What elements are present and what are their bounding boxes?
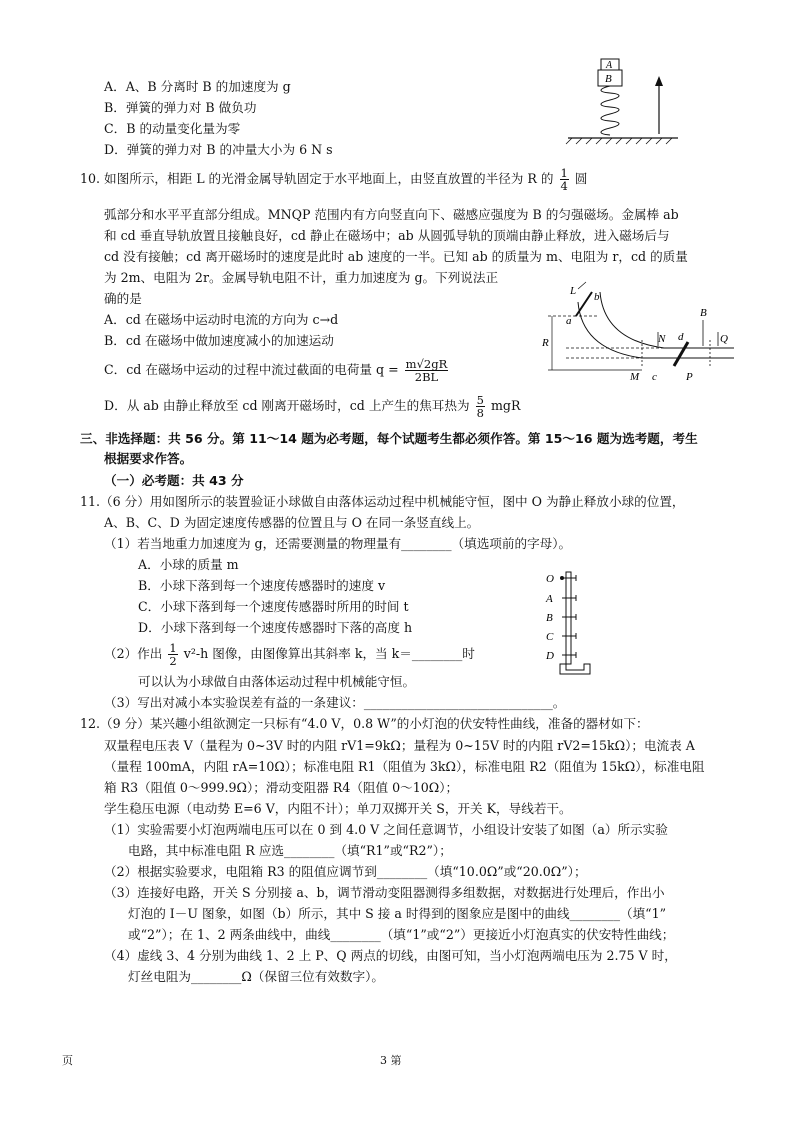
q9-option-c: C．B 的动量变化量为零 <box>104 121 241 136</box>
q11-stem-cont: A、B、C、D 为固定速度传感器的位置且与 O 在同一条竖直线上。 <box>104 515 480 530</box>
heat-numerator: 5 <box>476 393 484 407</box>
label-b: b <box>594 291 600 303</box>
label-d: d <box>678 331 684 343</box>
q10-stem-start: 10. 如图所示，相距 L 的光滑金属导轨固定于水平地面上，由竖直放置的半径为 R 的 <box>80 171 554 186</box>
q10-text-line: 和 cd 垂直导轨放置且接触良好，cd 静止在磁场中；ab 从圆弧导轨的顶端由静止释放，进入磁场后与 <box>104 228 670 243</box>
footer-left: 页 <box>62 1054 73 1067</box>
label-l: L <box>570 285 577 297</box>
q12-part-4-cont: 灯丝电阻为________Ω（保留三位有效数字）。 <box>128 969 385 984</box>
subsection-title: （一）必考题：共 43 分 <box>104 473 244 488</box>
q10-option-a: A．cd 在磁场中运动时电流的方向为 c→d <box>104 312 339 327</box>
half-numerator: 1 <box>169 641 177 655</box>
label-p: P <box>686 371 693 383</box>
fraction-denominator: 4 <box>560 179 568 193</box>
label-c: C <box>546 631 554 643</box>
label-o: O <box>546 573 554 585</box>
label-m: M <box>630 371 640 383</box>
q12-part-2: （2）根据实验要求，电阻箱 R3 的阻值应调节到________（填“10.0Ω”或“20.0Ω”）； <box>104 864 587 879</box>
q12-text-line: 双量程电压表 V（量程为 0~3V 时的内阻 rV1=9kΩ；量程为 0~15V 时的内阻 rV2=15kΩ）；电流表 A <box>104 738 695 753</box>
heat-fraction <box>476 394 485 419</box>
section-title: 三、非选择题：共 56 分。第 11～14 题为必考题，每个试题考生都必须作答。第 15～16 题为选考题，考生 <box>80 431 698 446</box>
q10-text-line: 确的是 <box>104 291 142 306</box>
q12-text-line: 学生稳压电源（电动势 E=6 V，内阻不计）；单刀双掷开关 S，开关 K，导线若干。 <box>104 801 572 816</box>
q12-part-4: （4）虚线 3、4 分别为曲线 1、2 上 P、Q 两点的切线，由图可知，当小灯泡两端电压为 2.75 V 时， <box>104 948 677 963</box>
charge-denominator: 2BL <box>414 370 439 384</box>
q11-part-1: （1）若当地重力加速度为 g，还需要测量的物理量有________（填选项前的字母）。 <box>104 536 572 551</box>
q11-part-2-start: （2）作出 <box>104 646 163 661</box>
q10-option-c <box>104 356 450 384</box>
q10-stem-end: 圆 <box>574 171 588 186</box>
q10-text-line: 弧部分和水平平直部分组成。MNQP 范围内有方向竖直向下、磁感应强度为 B 的匀强磁场。金属棒 ab <box>104 207 679 222</box>
label-block-b: B <box>605 73 612 85</box>
rail-figure <box>538 280 738 384</box>
label-b: B <box>546 612 553 624</box>
label-c: c <box>652 371 657 383</box>
charge-numerator: m√2gR <box>405 357 448 371</box>
q11-part-2-cont: 可以认为小球做自由落体运动过程中机械能守恒。 <box>138 674 416 689</box>
fraction-quarter <box>560 167 569 192</box>
q10-option-d-end: mgR <box>490 398 521 413</box>
q12-stem: 12.（9 分）某兴趣小组欲测定一只标有“4.0 V，0.8 W”的小灯泡的伏安特性曲线，准备的器材如下： <box>80 716 649 731</box>
q10-option-c-text: C．cd 在磁场中运动的过程中流过截面的电荷量 q = <box>104 362 399 377</box>
q9-option-b: B．弹簧的弹力对 B 做负功 <box>104 100 257 115</box>
label-field-b: B <box>700 307 707 319</box>
label-a: a <box>566 315 572 327</box>
half-fraction <box>168 642 177 667</box>
page-number: 3 第 <box>380 1054 402 1067</box>
q11-part-2-end: v²-h 图像，由图像算出其斜率 k，当 k＝________时 <box>183 646 475 661</box>
label-n: N <box>658 333 666 345</box>
spring-figure <box>560 56 690 152</box>
q11-option-d: D．小球下落到每一个速度传感器时下落的高度 h <box>138 620 413 635</box>
q9-option-d: D．弹簧的弹力对 B 的冲量大小为 6 N s <box>104 142 333 157</box>
q10-text-line: 为 2m、电阻为 2r。金属导轨电阻不计，重力加速度为 g。下列说法正 <box>104 270 499 285</box>
label-a: A <box>546 593 553 605</box>
label-block-a: A <box>606 60 613 71</box>
q12-part-3-cont: 灯泡的 I－U 图象，如图（b）所示，其中 S 接 a 时得到的图象应是图中的曲线________（填“1” <box>128 906 667 921</box>
heat-denominator: 8 <box>476 406 484 420</box>
q11-stem: 11.（6 分）用如图所示的装置验证小球做自由落体运动过程中机械能守恒，图中 O 为静止释放小球的位置， <box>80 494 685 509</box>
q12-part-3: （3）连接好电路，开关 S 分别接 a、b，调节滑动变阻器测得多组数据，对数据进行处理后，作出小 <box>104 885 665 900</box>
q11-option-b: B．小球下落到每一个速度传感器时的速度 v <box>138 578 386 593</box>
label-d: D <box>546 650 554 662</box>
q11-part-3: （3）写出对减小本实验误差有益的一条建议：______________________________。 <box>104 695 566 710</box>
q10-text-line: cd 没有接触；cd 离开磁场时的速度是此时 ab 速度的一半。已知 ab 的质量为 m、电阻为 r，cd 的质量 <box>104 249 688 264</box>
q12-text-line: 箱 R3（阻值 0～999.9Ω）；滑动变阻器 R4（阻值 0～10Ω）； <box>104 780 459 795</box>
sensor-figure <box>540 566 600 678</box>
q12-text-line: （量程 100mA，内阻 rA=10Ω）；标准电阻 R1（阻值为 3kΩ），标准电阻 R2（阻值为 15kΩ），标准电阻 <box>104 759 705 774</box>
label-q: Q <box>720 333 728 345</box>
fraction-numerator: 1 <box>560 166 568 180</box>
q11-option-a: A．小球的质量 m <box>138 557 239 572</box>
q10-option-b: B．cd 在磁场中做加速度减小的加速运动 <box>104 333 334 348</box>
half-denominator: 2 <box>169 654 177 668</box>
label-r: R <box>542 337 549 349</box>
section-title-cont: 根据要求作答。 <box>104 451 193 466</box>
charge-fraction <box>405 358 449 383</box>
q11-part-2 <box>104 640 475 668</box>
q11-option-c: C．小球下落到每一个速度传感器时所用的时间 t <box>138 599 409 614</box>
q12-part-1: （1）实验需要小灯泡两端电压可以在 0 到 4.0 V 之间任意调节，小组设计安装了如图（a）所示实验 <box>104 822 668 837</box>
q12-part-3-cont: 或“2”）；在 1、2 两条曲线中，曲线________（填“1”或“2”）更接近小灯泡真实的伏安特性曲线； <box>128 927 675 942</box>
q12-part-1-cont: 电路，其中标准电阻 R 应选________（填“R1”或“R2”）； <box>128 843 452 858</box>
q10-option-d-text: D．从 ab 由静止释放至 cd 刚离开磁场时，cd 上产生的焦耳热为 <box>104 398 470 413</box>
q10-option-d <box>104 392 520 420</box>
q9-option-a: A．A、B 分离时 B 的加速度为 g <box>104 79 291 94</box>
q10-line-1 <box>80 166 587 192</box>
